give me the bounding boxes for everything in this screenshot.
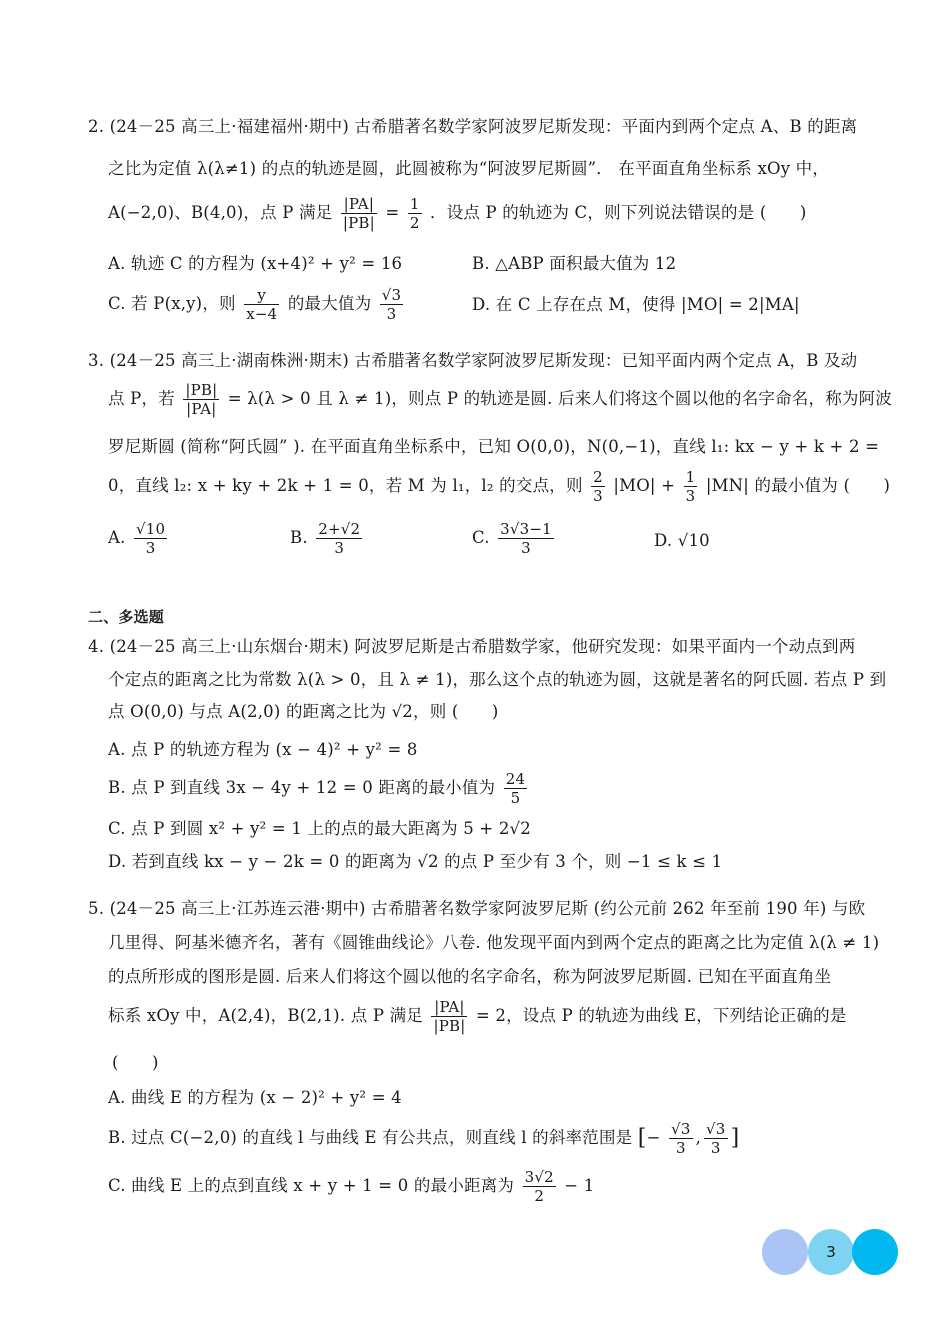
q3-line-4-tail: |MN| 的最小值为 ( ) [705,476,891,495]
q5-option-b [108,1120,739,1157]
q5-left-bracket: [ [637,1125,647,1151]
footer-circle-3 [852,1229,898,1275]
q4-option-b-fraction [504,770,528,807]
q4-option-b-text: B. 点 P 到直线 3x − 4y + 12 = 0 距离的最小值为 [108,778,496,797]
q3-option-c-label: C. [472,528,490,547]
q2-c-den: x−4 [246,305,278,323]
q3-option-b-label: B. [290,528,308,547]
q5-b1-den: 3 [675,1139,686,1157]
q5-frac-den: |PB| [433,1017,466,1035]
q3-option-b-fraction [316,520,362,557]
q3-b-num: 1 [685,468,696,486]
q3-b-opt-den: 3 [334,539,345,557]
q3-fraction-two-thirds [591,468,605,505]
q3-line-2-tail: = λ(λ > 0 且 λ ≠ 1)，则点 P 的轨迹是圆. 后来人们将这个圆以他的名字命名，称为阿波 [227,389,893,408]
q3-line-2-text: 点 P，若 [108,389,175,408]
q3-option-c-fraction [498,520,554,557]
q2-line-3-text: A(−2,0)、B(4,0)，点 P 满足 [108,203,333,222]
q5-b2-num: √3 [706,1120,726,1138]
q5-comma: , [695,1128,702,1147]
q3-option-a [108,520,170,557]
q4-b-den: 5 [510,789,521,807]
q2-line-3 [108,195,807,232]
q3-line-2 [108,381,892,418]
q4-option-b [108,770,530,807]
q5-c-den: 2 [534,1187,545,1205]
q5-frac-num: |PA| [431,998,467,1017]
footer-circle-1 [762,1229,808,1275]
q3-option-b [290,520,365,557]
q5-option-b-frac-1 [669,1120,693,1157]
q2-half-den: 2 [409,214,420,232]
q4-option-d: D. 若到直线 kx − y − 2k = 0 的距离为 √2 的点 P 至少有 3 个，则 −1 ≤ k ≤ 1 [108,852,723,871]
q3-a-num: 2 [593,468,603,486]
q3-line-4 [108,468,890,505]
q2-c2-den: 3 [386,305,397,323]
q3-b-opt-num: 2+√2 [318,520,361,538]
q2-frac-num: |PA| [341,195,377,214]
q5-option-b-frac-2 [704,1120,728,1157]
q5-line-4-tail: = 2，设点 P 的轨迹为曲线 E，下列结论正确的是 [475,1006,847,1025]
q5-option-c [108,1168,594,1205]
q2-line-3-tail: ．设点 P 的轨迹为 C，则下列说法错误的是 ( ) [430,203,807,222]
q2-option-c-text: C. 若 P(x,y)，则 [108,294,236,313]
q5-line-3: 的点所形成的图形是圆. 后来人们将这个圆以他的名字命名，称为阿波罗尼斯圆. 已知在平面直角坐 [108,967,832,986]
q2-line-1: 2. (24－25 高三上·福建福州·期中) 古希腊著名数学家阿波罗尼斯发现：平面内到两个定点 A、B 的距离 [88,117,858,136]
q3-line-4-text: 0，直线 l₂: x + ky + 2k + 1 = 0，若 M 为 l₁，l₂ 的交点，则 [108,476,583,495]
q2-c-num: y [244,286,279,305]
q2-equals: = [385,203,400,222]
q5-b1-num: √3 [671,1120,691,1138]
q5-line-4-text: 标系 xOy 中，A(2,4)，B(2,1). 点 P 满足 [108,1006,423,1025]
q3-frac-num: |PB| [185,381,218,399]
q3-a-opt-num: √10 [136,520,166,538]
q3-option-d: D. √10 [654,531,710,550]
q4-line-2: 个定点的距离之比为常数 λ(λ > 0，且 λ ≠ 1)，那么这个点的轨迹为圆，这就是著名的阿氏圆. 若点 P 到 [108,670,887,689]
q3-a-den: 3 [593,487,603,505]
q2-option-a: A. 轨迹 C 的方程为 (x+4)² + y² = 16 [108,254,403,273]
q4-option-a: A. 点 P 的轨迹方程为 (x − 4)² + y² = 8 [108,740,418,759]
q5-minus: − [646,1128,661,1147]
q2-fraction-half [408,195,422,232]
q4-line-3: 点 O(0,0) 与点 A(2,0) 的距离之比为 √2，则 ( ) [108,702,499,721]
q5-answer-bracket: ( ) [112,1053,159,1072]
q3-fraction-one-third [684,468,698,505]
q5-fraction-pa-pb [431,998,467,1035]
q3-option-a-fraction [134,520,167,557]
q2-c2-num: √3 [381,286,402,304]
q2-frac-den: |PB| [342,214,375,232]
section-title-multiple-choice: 二、多选题 [88,608,165,626]
q2-option-c [108,286,406,323]
q2-option-c-value [380,286,404,323]
q5-option-c-tail: − 1 [564,1176,595,1195]
q2-half-num: 1 [409,195,420,213]
q5-c-num: 3√2 [524,1168,554,1186]
q4-option-c: C. 点 P 到圆 x² + y² = 1 上的点的最大距离为 5 + 2√2 [108,819,531,838]
q2-option-d: D. 在 C 上存在点 M，使得 |MO| = 2|MA| [472,295,800,314]
q5-line-4 [108,998,847,1035]
page-number: 3 [826,1243,836,1261]
q5-line-2: 几里得、阿基米德齐名，著有《圆锥曲线论》八卷. 他发现平面内到两个定点的距离之比为定值 λ(λ ≠ 1) [108,933,880,952]
q3-line-3: 罗尼斯圆 (简称“阿氏圆” ). 在平面直角坐标系中，已知 O(0,0)，N(0,−1)，直线 l₁: kx − y + k + 2 = [108,437,880,456]
q4-line-1: 4. (24－25 高三上·山东烟台·期末) 阿波罗尼斯是古希腊数学家，他研究发现：如果平面内一个动点到两 [88,637,856,656]
q5-option-c-fraction [523,1168,556,1205]
q3-line-4-mid: |MO| + [613,476,676,495]
q5-option-c-text: C. 曲线 E 上的点到直线 x + y + 1 = 0 的最小距离为 [108,1176,515,1195]
q2-option-b: B. △ABP 面积最大值为 12 [472,254,677,273]
q3-b-den: 3 [685,487,696,505]
q5-right-bracket: ] [730,1125,740,1151]
q3-a-opt-den: 3 [145,539,156,557]
q3-c-opt-den: 3 [521,539,531,557]
q5-line-1: 5. (24－25 高三上·江苏连云港·期中) 古希腊著名数学家阿波罗尼斯 (约公元前 262 年至前 190 年) 与欧 [88,899,866,918]
q3-line-1: 3. (24－25 高三上·湖南株洲·期末) 古希腊著名数学家阿波罗尼斯发现：已知平面内两个定点 A，B 及动 [88,351,858,370]
q5-b2-den: 3 [710,1139,721,1157]
q3-frac-den: |PA| [186,400,217,418]
q2-fraction-pa-pb [341,195,377,232]
q5-option-a: A. 曲线 E 的方程为 (x − 2)² + y² = 4 [108,1088,402,1107]
q3-option-a-label: A. [108,528,126,547]
q3-fraction-pb-pa [183,381,219,418]
q4-b-num: 24 [505,770,526,788]
q2-option-c-mid: 的最大值为 [287,294,372,313]
q3-c-opt-num: 3√3−1 [500,520,552,538]
q2-line-2: 之比为定值 λ(λ≠1) 的点的轨迹是圆，此圆被称为“阿波罗尼斯圆”． 在平面直角坐标系 xOy 中， [108,159,830,178]
q2-option-c-fraction [244,286,279,323]
q5-option-b-text: B. 过点 C(−2,0) 的直线 l 与曲线 E 有公共点，则直线 l 的斜率范围是 [108,1128,633,1147]
q3-option-c [472,520,557,557]
